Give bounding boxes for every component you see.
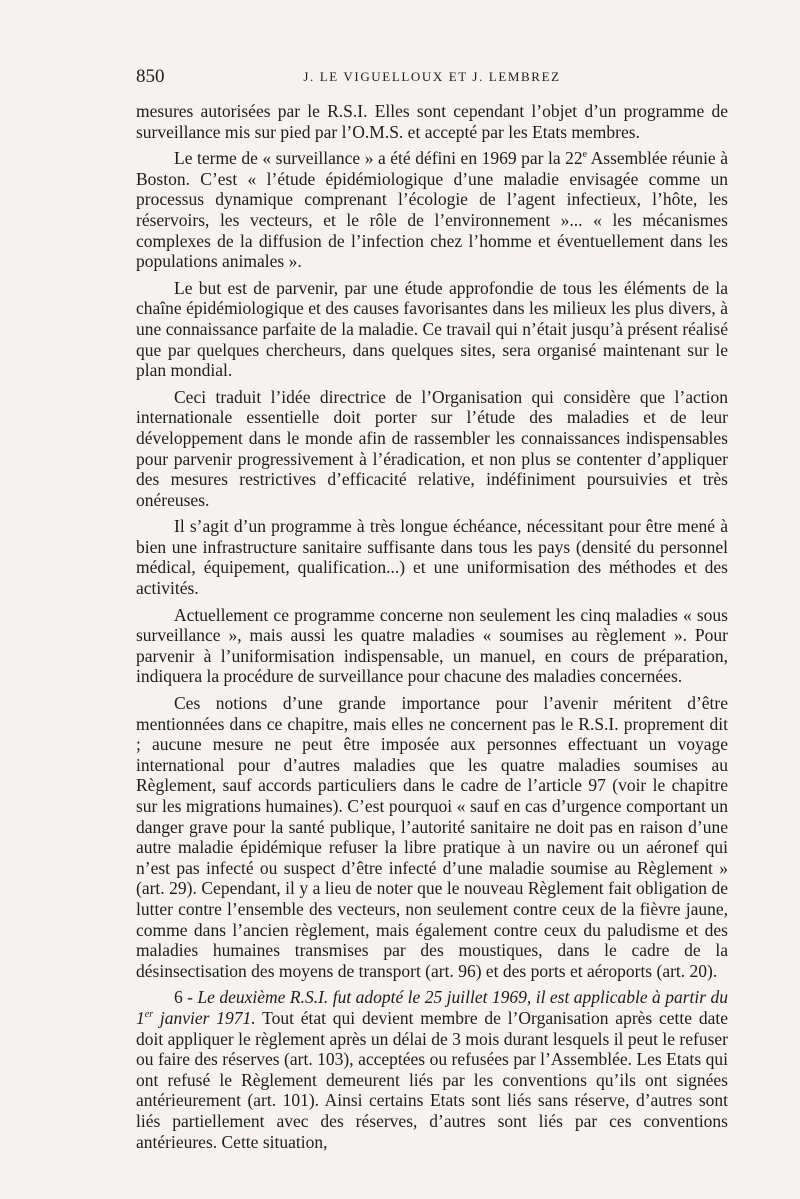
paragraph-2-lead-end: Assemblée	[587, 148, 668, 169]
paragraph-7: Ces notions d’une grande importance pour l’avenir méritent d’être mentionnées dans ce chapitre, mais elles ne concernent pas le R.S.I. proprement dit ; aucune mesure ne peut être imposée aux personnes effectuant un voyage international pour d’autres maladies que les quatre maladies soumises au Règlement, sauf accords particuliers dans le cadre de l’article 97 (voir le chapitre sur les migrations humaines). C’est pourquoi « sauf en cas d’urgence comportant un danger grave pour la santé publique, l’autorité sanitaire ne doit pas en raison d’une autre maladie épidémique refuser la libre pratique à un navire ou un aéronef qui n’est pas infecté ou suspect d’être infecté d’une maladie soumise au Règlement » (art. 29). Cependant, il y a lieu de noter que le nouveau Règlement fait obligation de lutter contre l’ensemble des vecteurs, non seulement contre ceux de la fièvre jaune, comme dans l’ancien règlement, mais également contre ceux du paludisme et des maladies humaines transmises par des moustiques, dans le cadre de la désinsectisation des moyens de transport (art. 96) et des ports et aéroports (art. 20).	[136, 693, 728, 981]
paragraph-4: Ceci traduit l’idée directrice de l’Organisation qui considère que l’action internationale essentielle doit porter sur l’étude des maladies et de leur développement dans le monde afin de rassembler les connaissances indispensables pour parvenir progressivement à l’éradication, et non plus se contenter d’appliquer des mesures restrictives d’efficacité relative, indéfiniment poursuivies et très onéreuses.	[136, 386, 728, 510]
paragraph-6: Actuellement ce programme concerne non seulement les cinq maladies « sous surveillance », mais aussi les quatre maladies « soumises au règlement ». Pour parvenir à l’uniformisation indispensable, un manuel, en cours de préparation, indiquera la procédure de surveillance pour chacune des maladies concernées.	[136, 604, 728, 687]
section-italic-lead: Le deuxième R.S.I. fut adopté le 25 juillet 1969, il est applicable à partir du 1	[136, 987, 729, 1028]
paragraph-1: mesures autorisées par le R.S.I. Elles sont cependant l’objet d’un programme de surveillance mis sur pied par l’O.M.S. et accepté par les Etats membres.	[136, 101, 728, 142]
body-text	[136, 101, 728, 1158]
page-header	[136, 66, 728, 90]
page-number: 850	[136, 66, 165, 87]
paragraph-2-rest: réunie à Boston. C’est « l’étude épidémiologique d’une maladie envisagée comme un processus dynamique comprenant l’écologie de l’agent infectieux, l’hôte, les réservoirs, les vecteurs, et le rôle de l’environnement »... « les mécanismes complexes de la diffusion de l’infection chez l’homme et éventuellement dans les populations animales ».	[136, 148, 728, 272]
section-6-paragraph	[136, 987, 728, 1152]
section-italic-lead-end: janvier 1971.	[153, 1007, 256, 1028]
ordinal-superscript: e	[582, 149, 588, 161]
section-paragraph-rest: Tout état qui devient membre de l’Organisation après cette date doit appliquer le règlement après un délai de 3 mois durant lesquels il peut le refuser ou faire des réserves (art. 103), acceptées ou refusées par l’Assemblée. Les Etats qui ont refusé le Règlement demeurent liés par les conventions qu’ils ont signées antérieurement (art. 101). Ainsi certains Etats sont liés sans réserve, d’autres sont liés partiellement avec des réserves, d’autres sont liés par ces conventions antérieures. Cette situation,	[136, 1007, 728, 1152]
paragraph-3: Le but est de parvenir, par une étude approfondie de tous les éléments de la chaîne épidémiologique et des causes favorisantes dans les milieux les plus divers, à une connaissance parfaite de la maladie. Ce travail qui n’était jusqu’à présent réalisé que par quelques chercheurs, dans quelques sites, sera organisé maintenant sur le plan mondial.	[136, 277, 728, 381]
running-head: J. LE VIGUELLOUX ET J. LEMBREZ	[303, 69, 561, 84]
paragraph-2	[136, 148, 728, 272]
ordinal-superscript: er	[144, 1008, 154, 1020]
paragraph-5: Il s’agit d’un programme à très longue échéance, nécessitant pour être mené à bien une infrastructure sanitaire suffisante dans tous les pays (densité du personnel médical, équipement, qualification...) et une uniformisation des méthodes et des activités.	[136, 516, 728, 599]
section-number: 6 -	[174, 987, 198, 1008]
paragraph-2-lead: Le terme de « surveillance » a été défini en 1969 par la 22	[174, 148, 583, 169]
